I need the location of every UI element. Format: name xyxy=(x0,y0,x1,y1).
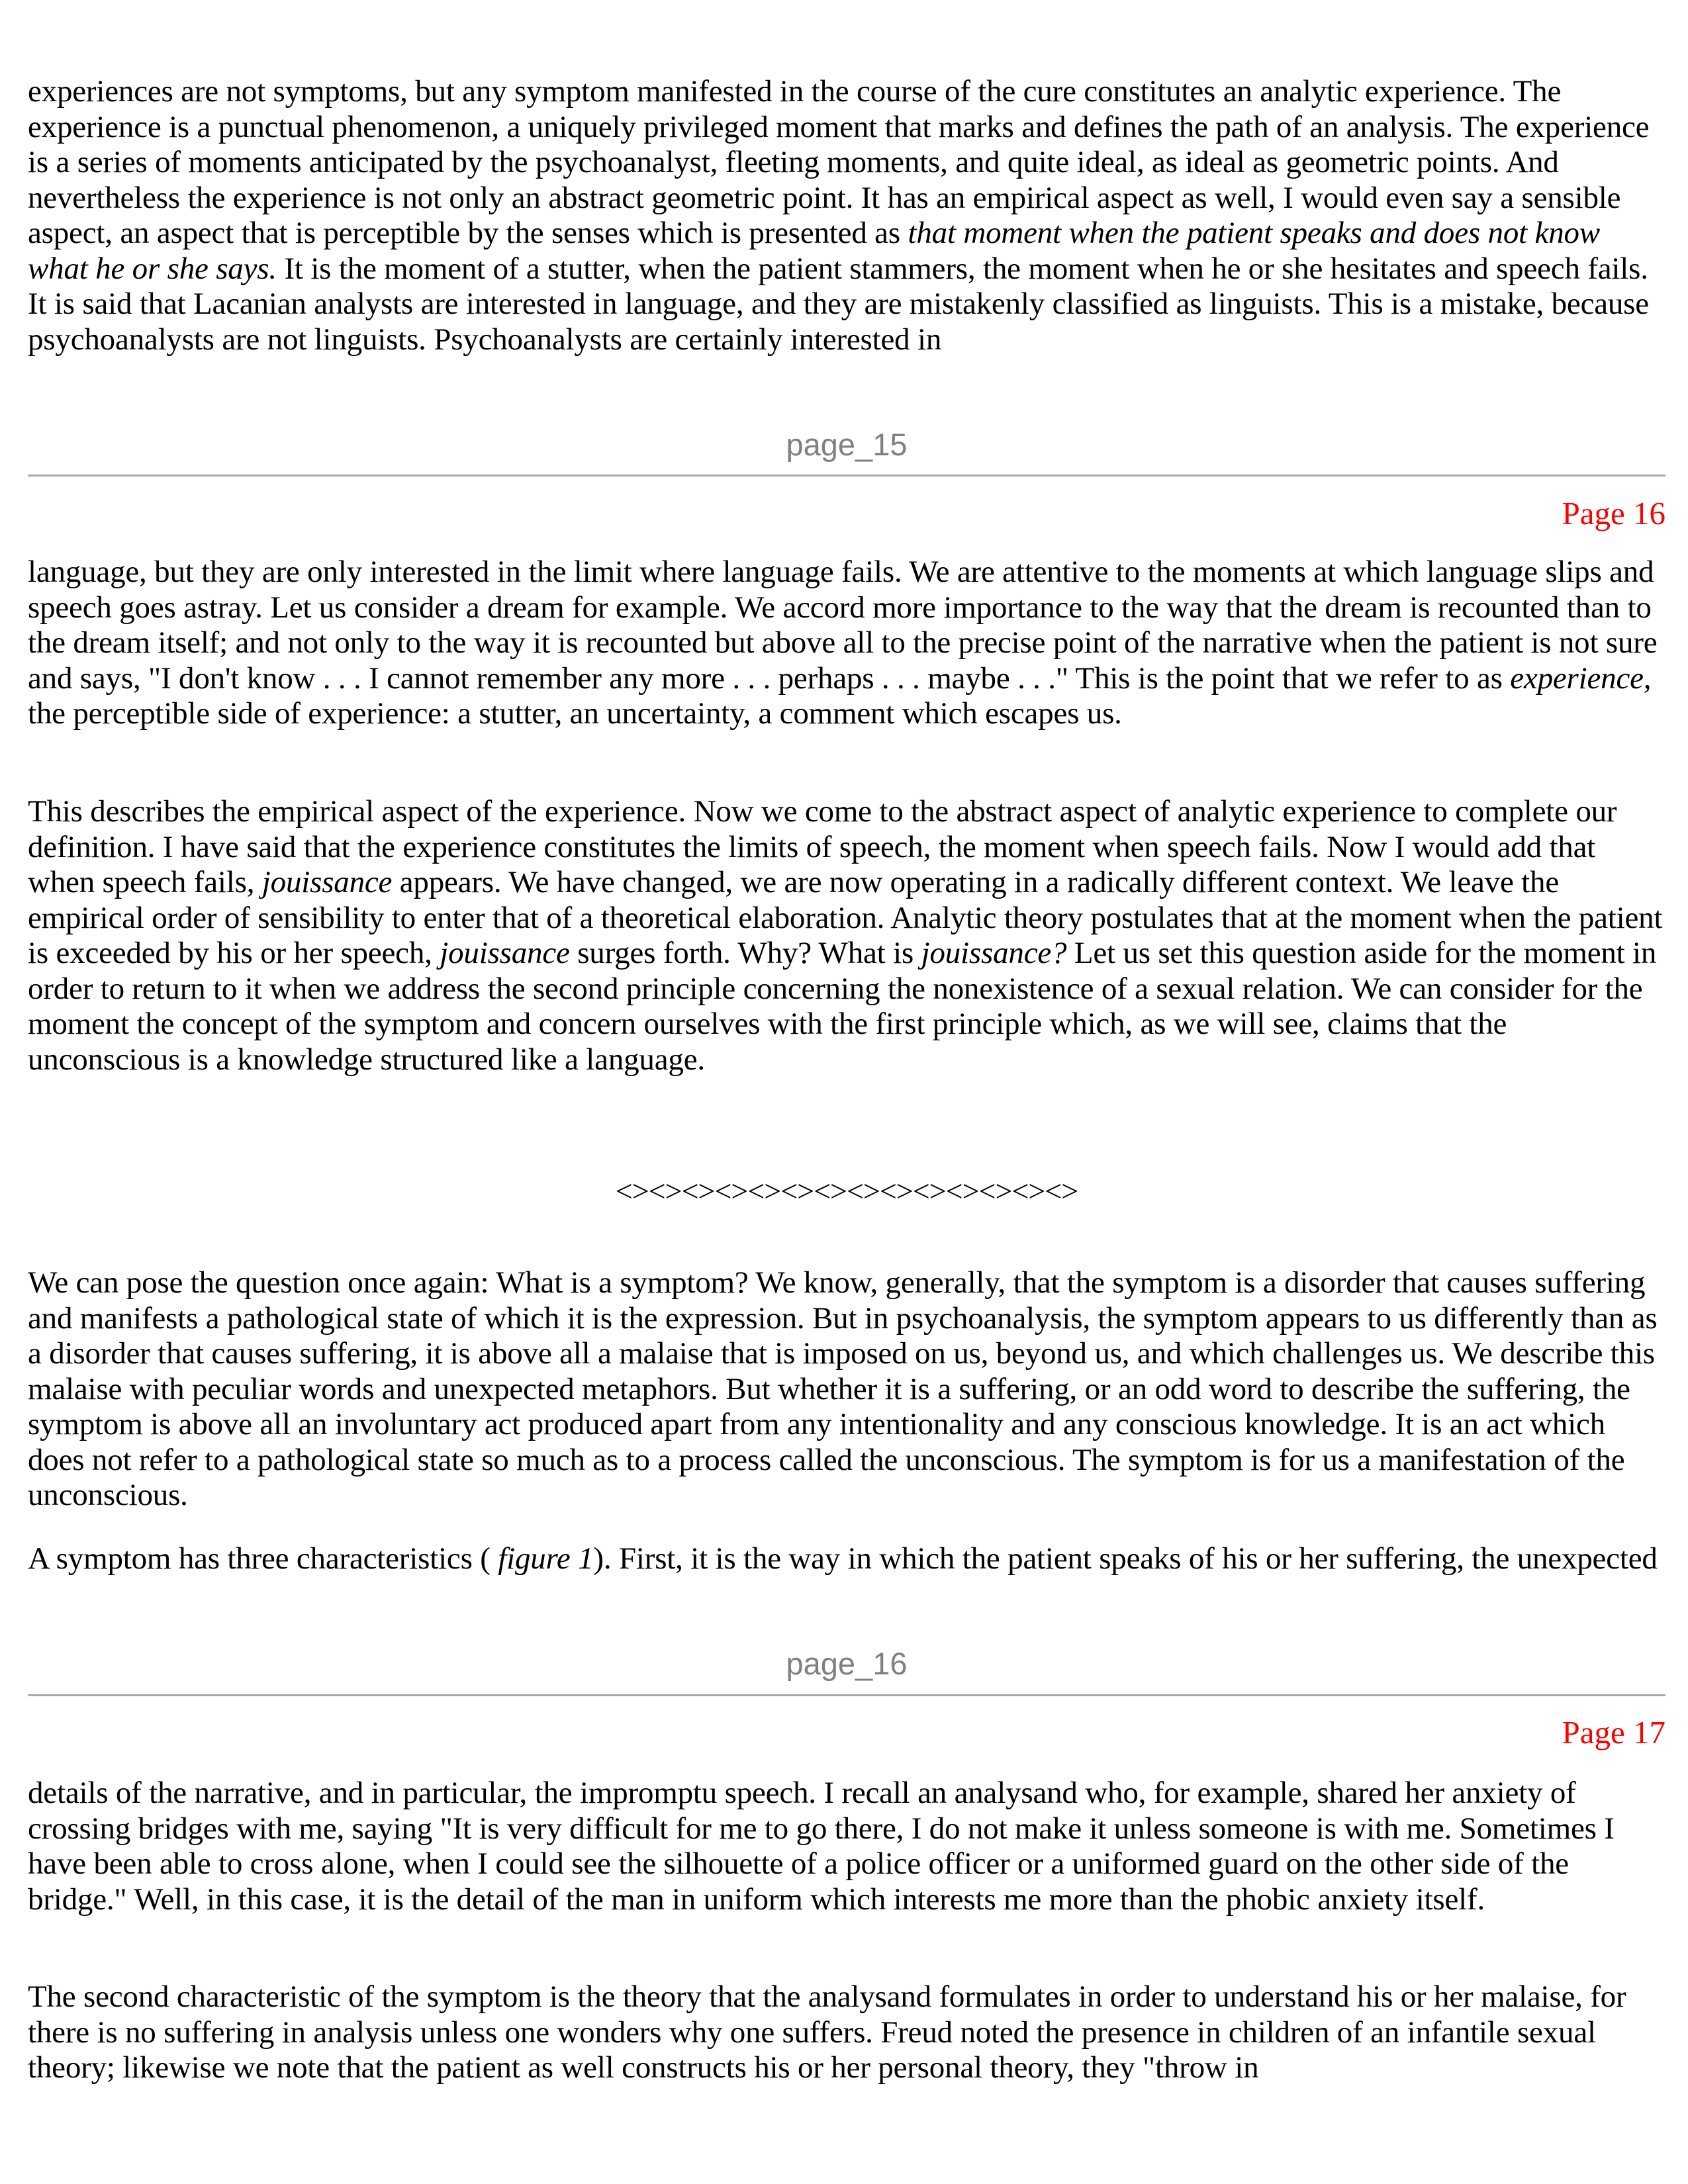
paragraph-4 xyxy=(28,1265,1665,1514)
paragraph-7 xyxy=(28,1979,1665,2086)
paragraph-2 xyxy=(28,555,1665,732)
page-divider xyxy=(28,1694,1665,1696)
paragraph-1 xyxy=(28,74,1665,357)
paragraph-text: The second characteristic of the symptom is the theory that the analysand formulates in order to understand his or her malaise, for there is no suffering in analysis unless one wonders why one suffers. Freud noted the presence in children of an infantile sexual theory; likewise we note that the patient as well constructs his or her personal theory, they "throw in xyxy=(28,1979,1626,2085)
text-run: This describes the empirical aspect of the experience. Now we come to the abstract aspect of analytic experience to complete our definition. I have said that the experience constitutes the limits of speech, the moment when speech fails. Now I would add that when speech fails, xyxy=(28,794,1617,899)
text-run: A symptom has three characteristics ( xyxy=(28,1541,498,1576)
italic-text: jouissance xyxy=(261,865,393,899)
text-run: language, but they are only interested in the limit where language fails. We are attentive to the moments at which language slips and speech goes astray. Let us consider a dream for example. We accord more importance to the way that the dream is recounted than to the dream itself; and not only to the way it is recounted but above all to the precise point of the narrative when the patient is not sure and says, "I don't know . . . I cannot remember any more . . . perhaps . . . maybe . . ." This is the point that we refer to as xyxy=(28,555,1658,696)
italic-text: that moment when the patient speaks and does not know what he or she says. xyxy=(28,216,1600,286)
italic-text: jouissance xyxy=(440,936,570,970)
page-divider xyxy=(28,475,1665,477)
italic-text: experience, xyxy=(1510,660,1652,696)
figure-reference: figure 1 xyxy=(498,1541,594,1576)
paragraph-3 xyxy=(28,794,1665,1077)
paragraph-text xyxy=(28,794,1665,1077)
text-run: ). First, it is the way in which the patient speaks of his or her suffering, the unexpected xyxy=(593,1541,1658,1576)
text-run: appears. We have changed, we are now operating in a radically different context. We leave the empirical order of sensibility to enter that of a theoretical elaboration. Analytic theory postulates that at the moment when the patient is exceeded by his or her speech, xyxy=(28,865,1663,970)
paragraph-text xyxy=(28,555,1665,732)
paragraph-text xyxy=(28,74,1665,357)
paragraph-text xyxy=(28,1541,1665,1577)
text-run: Let us set this question aside for the moment in order to return to it when we address the second principle concerning the nonexistence of a sexual relation. We can consider for the moment the concept of the symptom and concern ourselves with the first principle which, as we will see, claims that the unconscious is a knowledge structured like a language. xyxy=(28,936,1657,1077)
text-run: the perceptible side of experience: a stutter, an uncertainty, a comment which escapes us. xyxy=(28,696,1122,731)
text-run: surges forth. Why? What is xyxy=(569,936,921,970)
text-run: experiences are not symptoms, but any symptom manifested in the course of the cure constitutes an analytic experience. The experience is a punctual phenomenon, a uniquely privileged moment that marks and defines the path of an analysis. The experience is a series of moments anticipated by the psychoanalyst, fleeting moments, and quite ideal, as ideal as geometric points. And nevertheless the experience is not only an abstract geometric point. It has an empirical aspect as well, I would even say a sensible aspect, an aspect that is perceptible by the senses which is presented as xyxy=(28,74,1650,250)
page-marker-16: page_16 xyxy=(786,1646,908,1681)
paragraph-text: details of the narrative, and in particular, the impromptu speech. I recall an analysand who, for example, shared her anxiety of crossing bridges with me, saying "It is very difficult for me to go there, I do not make it unless someone is with me. Sometimes I have been able to cross alone, when I could see the silhouette of a police officer or a uniformed guard on the other side of the bridge." Well, in this case, it is the detail of the man in uniform which interests me more than the phobic anxiety itself. xyxy=(28,1776,1615,1917)
paragraph-text: We can pose the question once again: What is a symptom? We know, generally, that the symptom is a disorder that causes suffering and manifests a pathological state of which it is the expression. But in psychoanalysis, the symptom appears to us differently than as a disorder that causes suffering, it is above all a malaise that is imposed on us, beyond us, and which challenges us. We describe this malaise with peculiar words and unexpected metaphors. But whether it is a suffering, or an odd word to describe the suffering, the symptom is above all an involuntary act produced apart from any intentionality and any conscious knowledge. It is an act which does not refer to a pathological state so much as to a process called the unconscious. The symptom is for us a manifestation of the unconscious. xyxy=(28,1265,1658,1512)
page-number-17: Page 17 xyxy=(1562,1714,1665,1751)
section-separator: <><><><><><><><><><><><><><> xyxy=(615,1174,1078,1208)
paragraph-5 xyxy=(28,1541,1665,1577)
italic-text: jouissance? xyxy=(921,936,1067,970)
paragraph-6 xyxy=(28,1776,1665,1917)
page-number-16: Page 16 xyxy=(1562,495,1665,531)
page-marker-15: page_15 xyxy=(786,427,908,462)
text-run: It is the moment of a stutter, when the patient stammers, the moment when he or she hesitates and speech fails. It is said that Lacanian analysts are interested in language, and they are mistakenly classified as linguists. This is a mistake, because psychoanalysts are not linguists. Psychoanalysts are certainly interested in xyxy=(28,251,1649,357)
